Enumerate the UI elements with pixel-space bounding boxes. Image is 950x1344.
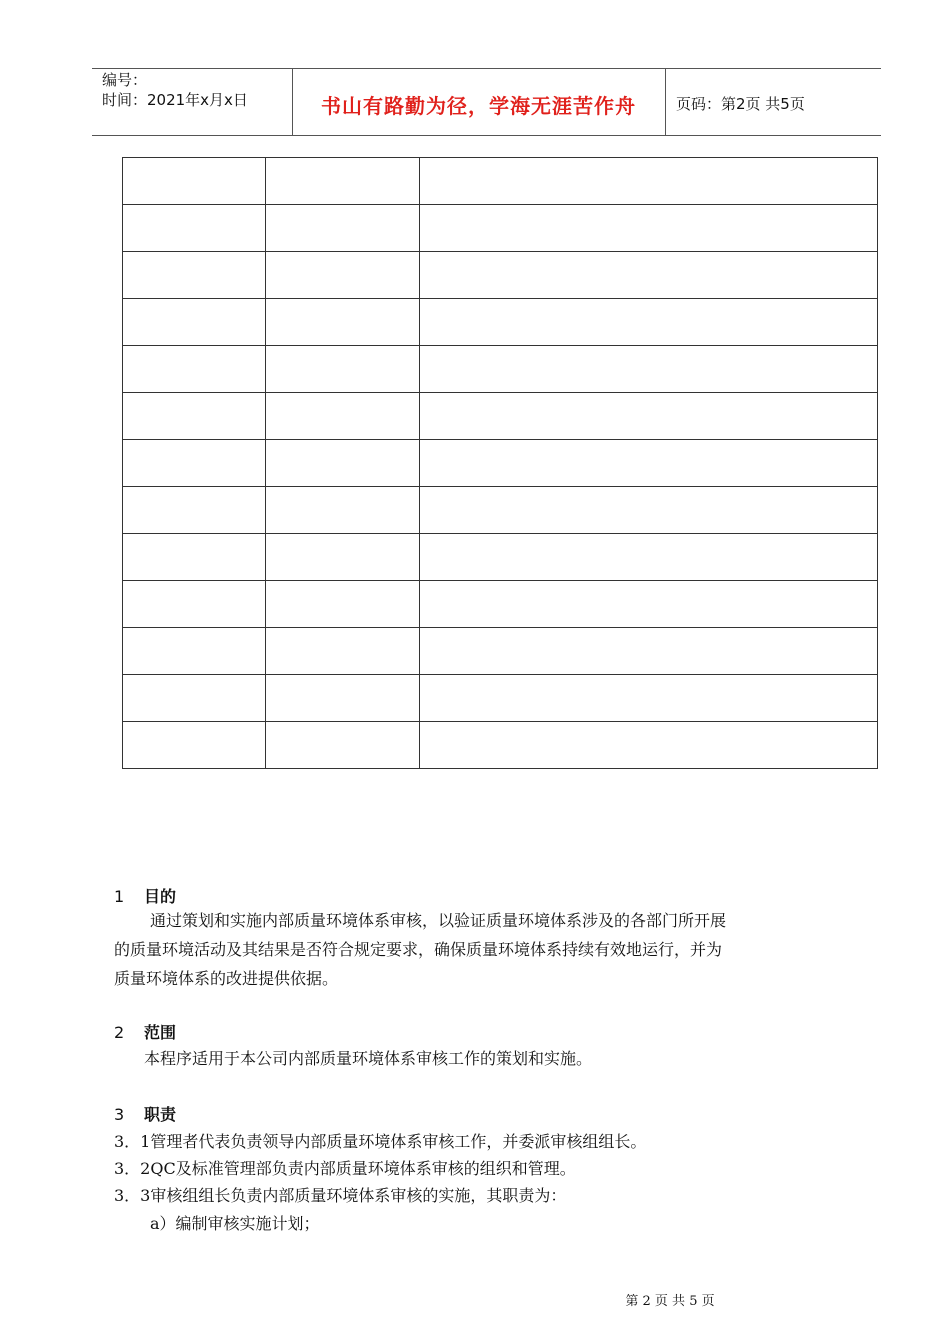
form-cell [266,205,420,252]
form-cell [420,675,878,722]
paragraph-line: 通过策划和实施内部质量环境体系审核，以验证质量环境体系涉及的各部门所开展 [150,911,727,930]
form-cell [420,299,878,346]
form-cell [266,675,420,722]
header-divider [665,68,666,136]
section-number: 2 [114,1023,125,1042]
header-top-rule [92,68,881,69]
doc-time-label: 时间：2021年x月x日 [102,91,248,109]
section-title: 目的 [144,887,177,906]
section-heading [114,884,176,907]
form-row [123,205,878,252]
form-row [123,346,878,393]
form-cell [266,534,420,581]
form-cell [123,393,266,440]
form-cell [266,252,420,299]
form-cell [123,628,266,675]
form-cell [266,487,420,534]
doc-number-label: 编号： [102,71,148,89]
form-cell [123,346,266,393]
form-cell [123,722,266,769]
form-cell [420,158,878,205]
list-item: 3．1管理者代表负责领导内部质量环境体系审核工作，并委派审核组组长。 [114,1132,647,1151]
form-cell [123,440,266,487]
form-cell [266,722,420,769]
form-row [123,581,878,628]
section-paragraph [114,906,844,993]
paragraph-line: 质量环境体系的改进提供依据。 [114,969,339,988]
form-cell [420,628,878,675]
paragraph-line: 的质量环境活动及其结果是否符合规定要求，确保质量环境体系持续有效地运行，并为 [114,940,723,959]
form-cell [420,252,878,299]
list-subitem: a）编制审核实施计划； [150,1214,320,1233]
list-item: 3．2QC及标准管理部负责内部质量环境体系审核的组织和管理。 [114,1159,576,1178]
form-cell [123,534,266,581]
form-row [123,534,878,581]
form-row [123,252,878,299]
form-cell [420,534,878,581]
form-cell [266,440,420,487]
form-cell [266,581,420,628]
form-row [123,722,878,769]
form-cell [266,158,420,205]
section-heading [114,1102,176,1125]
paragraph-line: 本程序适用于本公司内部质量环境体系审核工作的策划和实施。 [144,1049,593,1068]
form-cell [266,628,420,675]
section-number: 1 [114,887,125,906]
form-cell [123,205,266,252]
section-title: 职责 [144,1105,177,1124]
form-cell [420,393,878,440]
form-cell [266,299,420,346]
section-heading [114,1020,176,1043]
form-row [123,393,878,440]
form-cell [123,487,266,534]
form-row [123,158,878,205]
form-cell [420,440,878,487]
form-cell [123,299,266,346]
form-cell [123,581,266,628]
form-cell [420,346,878,393]
form-cell [266,393,420,440]
list-item: 3．3审核组组长负责内部质量环境体系审核的实施，其职责为： [114,1186,567,1205]
form-cell [123,252,266,299]
form-cell [420,205,878,252]
form-row [123,440,878,487]
header-bottom-rule [92,135,881,136]
blank-form-table [122,157,878,769]
form-row [123,675,878,722]
form-cell [123,158,266,205]
form-row [123,628,878,675]
form-row [123,299,878,346]
form-cell [266,346,420,393]
section-title: 范围 [144,1023,177,1042]
header-motto: 书山有路勤为径，学海无涯苦作舟 [321,94,636,118]
form-cell [420,581,878,628]
form-row [123,487,878,534]
form-cell [123,675,266,722]
page-footer: 第 2 页 共 5 页 [625,1294,715,1309]
form-cell [420,722,878,769]
form-cell [420,487,878,534]
header-page-info: 页码：第2页 共5页 [676,95,805,113]
section-number: 3 [114,1105,125,1124]
